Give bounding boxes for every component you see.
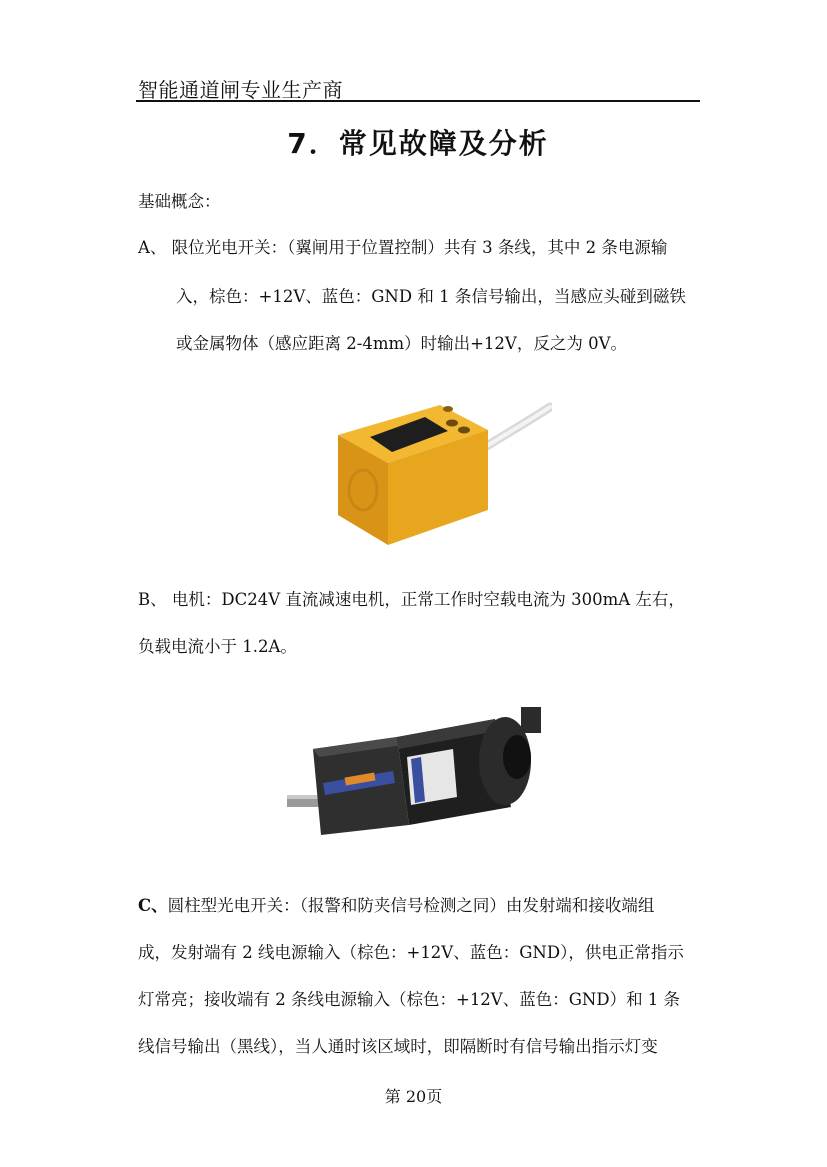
header-divider — [136, 100, 700, 102]
section-c-label: C、 — [138, 896, 168, 915]
section-c-line-4: 线信号输出（黑线），当人通时该区域时，即隔断时有信号输出指示灯变 — [138, 1037, 658, 1056]
page-title: 7．常见故障及分析 — [287, 127, 549, 160]
section-c-line-1 — [138, 895, 654, 917]
section-c-line-2: 成，发射端有 2 线电源输入（棕色：+12V、蓝色：GND），供电正常指示 — [138, 943, 684, 962]
section-a-line-1: A、 限位光电开关：（翼闸用于位置控制）共有 3 条线，其中 2 条电源输 — [138, 238, 668, 257]
page-header: 智能通道闸专业生产商 — [138, 78, 343, 102]
section-b-line-2: 负载电流小于 1.2A。 — [138, 637, 297, 656]
section-a-line-2: 入，棕色：+12V、蓝色：GND 和 1 条信号输出，当感应头碰到磁铁 — [176, 287, 686, 306]
dc-motor-image — [285, 697, 553, 845]
section-a-line-3: 或金属物体（感应距离 2-4mm）时输出+12V，反之为 0V。 — [176, 334, 628, 353]
section-c-line-3: 灯常亮；接收端有 2 条线电源输入（棕色：+12V、蓝色：GND）和 1 条 — [138, 990, 681, 1009]
section-b-line-1: B、 电机：DC24V 直流减速电机，正常工作时空载电流为 300mA 左右， — [138, 590, 685, 609]
section-c-line-1-text: 圆柱型光电开关：（报警和防夹信号检测之同）由发射端和接收端组 — [167, 896, 655, 915]
intro-text: 基础概念： — [138, 192, 221, 211]
page-number: 第 20页 — [384, 1087, 443, 1106]
proximity-sensor-image — [330, 395, 552, 555]
